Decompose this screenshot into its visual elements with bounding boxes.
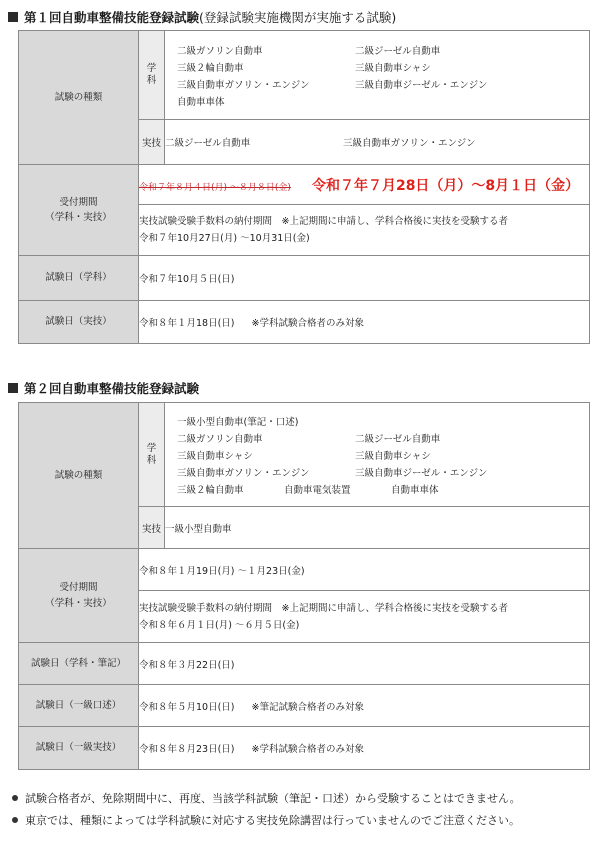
date-written-label: 試験日（学科）	[19, 256, 139, 301]
section1-table	[18, 30, 590, 344]
list-item: 三級２輪自動車	[177, 62, 244, 74]
section2-table	[18, 402, 590, 770]
section1-title-text: 第１回自動車整備技能登録試験	[24, 10, 200, 25]
date-oral-cell	[139, 685, 590, 727]
list-item: 三級自動車シャシ	[355, 62, 431, 74]
list-item: 三級自動車ガソリン・エンジン	[177, 467, 310, 479]
date-practical-value: 令和８年１月18日(日)	[139, 318, 235, 329]
list-item: 二級ガソリン自動車	[177, 433, 263, 445]
date-practical-value: 令和８年８月23日(日)	[139, 744, 235, 755]
reception-label-text: 受付期間	[59, 582, 98, 594]
reception-label-sub: （学科・実技）	[45, 212, 112, 223]
list-item: 三級自動車シャシ	[355, 450, 431, 462]
fee-period-cell	[139, 205, 590, 256]
practical-types-cell	[165, 120, 590, 165]
list-item	[8, 809, 593, 831]
exam-types-label: 試験の種類	[19, 403, 139, 549]
note-text: 東京では、種類によっては学科試験に対応する実技免除講習は行っていませんのでご注意ください。	[25, 814, 520, 827]
list-item	[8, 787, 593, 809]
list-item: 自動車電気装置	[284, 484, 351, 496]
section2-title-text: 第２回自動車整備技能登録試験	[24, 381, 200, 396]
list-item: 二級ジーゼル自動車	[355, 45, 441, 57]
date-practical-label: 試験日（実技）	[19, 301, 139, 344]
exam-types-label: 試験の種類	[19, 31, 139, 165]
list-item: 一級小型自動車(筆記・口述)	[177, 416, 299, 428]
written-types-cell	[165, 31, 590, 120]
list-item: 三級自動車ガソリン・エンジン	[177, 79, 310, 91]
date-practical-note: ※学科試験合格者のみ対象	[251, 744, 365, 755]
list-item: 二級ガソリン自動車	[177, 45, 263, 57]
note-text: 試験合格者が、免除期間中に、再度、当該学科試験（筆記・口述）から受験することはできません。	[25, 792, 521, 805]
list-item: 三級自動車シャシ	[177, 450, 253, 462]
reception-label-text: 受付期間	[59, 196, 98, 208]
date-written-label: 試験日（学科・筆記）	[19, 643, 139, 685]
footnotes	[8, 787, 593, 831]
bullet-icon	[12, 795, 18, 801]
date-practical-cell	[139, 301, 590, 344]
fee-note: 実技試験受験手数料の納付期間 ※上記期間に申請し、学科合格後に実技を受験する者	[139, 602, 508, 614]
list-item: 三級自動車ジーゼル・エンジン	[355, 467, 488, 479]
section1-title	[8, 8, 396, 26]
reception-old-date: 令和７年８月４日(月) ～８月８日(金)	[139, 182, 291, 193]
written-label: 学 科	[139, 403, 165, 507]
section1-subtitle: (登録試験実施機関が実施する試験)	[199, 10, 397, 25]
date-practical-cell	[139, 727, 590, 770]
list-item: 自動車車体	[391, 484, 439, 496]
bullet-icon	[12, 817, 18, 823]
written-label: 学 科	[139, 31, 165, 120]
list-item: 二級ジーゼル自動車	[165, 138, 251, 149]
reception-label	[19, 549, 139, 643]
date-practical-label: 試験日（一級実技）	[19, 727, 139, 770]
date-oral-note: ※筆記試験合格者のみ対象	[251, 701, 365, 713]
reception-new-date: 令和７年７月28日（月）～8月１日（金）	[311, 177, 580, 194]
reception-label	[19, 165, 139, 256]
reception-period-cell	[139, 165, 590, 205]
list-item: 三級２輪自動車	[177, 484, 244, 496]
list-item: 三級自動車ジーゼル・エンジン	[355, 79, 488, 91]
written-types-cell	[165, 403, 590, 507]
date-oral-label: 試験日（一級口述）	[19, 685, 139, 727]
practical-label: 実技	[139, 507, 165, 549]
fee-period-cell	[139, 591, 590, 643]
fee-note: 実技試験受験手数料の納付期間 ※上記期間に申請し、学科合格後に実技を受験する者	[139, 216, 508, 227]
list-item: 二級ジーゼル自動車	[355, 433, 441, 445]
practical-type: 一級小型自動車	[165, 507, 590, 549]
list-item: 三級自動車ガソリン・エンジン	[343, 138, 476, 149]
date-written-value: 令和７年10月５日(日)	[139, 256, 590, 301]
section2-title	[8, 379, 199, 397]
square-bullet-icon	[8, 383, 18, 393]
fee-period: 令和７年10月27日(月) ～10月31日(金)	[139, 233, 310, 244]
square-bullet-icon	[8, 12, 18, 22]
reception-period: 令和８年１月19日(月) ～１月23日(金)	[139, 549, 590, 591]
date-oral-value: 令和８年５月10日(日)	[139, 701, 235, 713]
date-practical-note: ※学科試験合格者のみ対象	[251, 318, 365, 329]
list-item: 自動車車体	[177, 96, 225, 108]
practical-label: 実技	[139, 120, 165, 165]
fee-period: 令和８年６月１日(月) ～６月５日(金)	[139, 619, 300, 631]
date-written-value: 令和８年３月22日(日)	[139, 643, 590, 685]
reception-label-sub: （学科・実技）	[45, 597, 112, 609]
